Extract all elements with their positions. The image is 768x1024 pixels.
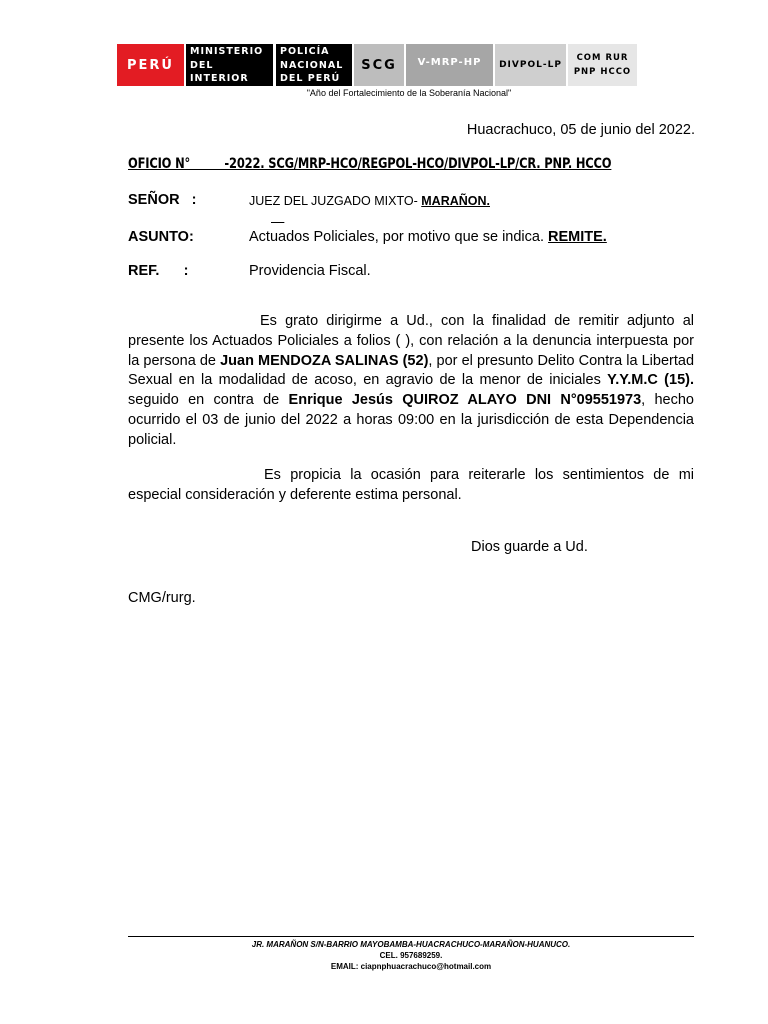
oficio-title: OFICIO N° -2022. SCG/MRP-HCO/REGPOL-HCO/DIVPOL-LP/CR. PNP. HCCO bbox=[128, 156, 612, 172]
p1-text: seguido en contra de bbox=[128, 392, 289, 409]
document-date: Huacrachuco, 05 de junio del 2022. bbox=[466, 122, 695, 138]
policia-line: POLICÍA bbox=[280, 46, 330, 57]
initials: CMG/rurg. bbox=[128, 590, 196, 606]
footer-address: JR. MARAÑON S/N-BARRIO MAYOBAMBA-HUACRACHUCO-MARAÑON-HUANUCO. bbox=[251, 940, 571, 949]
p1-bold: Enrique Jesús QUIROZ ALAYO DNI N°09551973 bbox=[288, 392, 642, 409]
p1-text: , por el presunto Delito Contra la Libertad Sexual en la modalidad de acoso, en agravio de la menor de iniciales bbox=[128, 352, 695, 389]
asunto-bold: REMITE. bbox=[548, 229, 607, 245]
vmrp-label: V-MRP-HP bbox=[417, 56, 482, 68]
year-motto: "Año del Fortalecimiento de la Soberanía Nacional" bbox=[306, 88, 512, 98]
p1-text: Es grato dirigirme a Ud., con la finalidad de remitir adjunto al presente los Actuados Policiales a folios ( ), con relación a la denuncia interpuesta por la persona de bbox=[128, 313, 694, 369]
policia-block bbox=[276, 44, 352, 86]
scg-label: SCG bbox=[361, 57, 397, 73]
p1-text: , hecho ocurrido el 03 de junio del 2022 a horas 09:00 en la jurisdicción de esta Dependencia policial. bbox=[128, 392, 694, 448]
footer-email: EMAIL: ciapnphuacrachuco@hotmail.com bbox=[330, 962, 492, 971]
ministerio-line: INTERIOR bbox=[190, 73, 249, 84]
senor-bold: MARAÑON. bbox=[421, 194, 490, 208]
peru-label: PERÚ bbox=[127, 57, 174, 73]
senor-value bbox=[249, 194, 490, 208]
scg-block bbox=[354, 44, 404, 86]
closing-line: Dios guarde a Ud. bbox=[471, 539, 588, 555]
p2-text: Es propicia la ocasión para reiterarle los sentimientos de mi especial consideración y deferente estima personal. bbox=[128, 467, 694, 503]
divpol-label: DIVPOL-LP bbox=[499, 60, 562, 70]
vmrp-block bbox=[406, 44, 493, 86]
comrur-line: COM RUR bbox=[576, 53, 629, 63]
p1-bold: Juan MENDOZA SALINAS (52) bbox=[220, 352, 429, 369]
p1-bold: Y.Y.M.C (15). bbox=[607, 372, 694, 389]
asunto-label: ASUNTO: bbox=[128, 229, 194, 245]
asunto-text: Actuados Policiales, por motivo que se indica. bbox=[249, 229, 549, 245]
ministerio-block bbox=[186, 44, 273, 86]
footer-divider bbox=[128, 936, 694, 937]
divpol-block bbox=[495, 44, 566, 86]
policia-line: DEL PERÚ bbox=[280, 73, 341, 84]
body-paragraph-1 bbox=[128, 312, 694, 451]
peru-flag-block bbox=[117, 44, 184, 86]
ministerio-line: DEL bbox=[190, 59, 214, 71]
footer-phone: CEL. 957689259. bbox=[379, 951, 443, 960]
ministerio-line: MINISTERIO bbox=[190, 46, 264, 57]
senor-prefix: JUEZ DEL JUZGADO MIXTO- bbox=[249, 194, 422, 208]
senor-label: SEÑOR : bbox=[128, 192, 197, 208]
policia-line: NACIONAL bbox=[280, 59, 344, 71]
ref-value: Providencia Fiscal. bbox=[249, 263, 371, 279]
comrur-line: PNP HCCO bbox=[573, 67, 632, 77]
senor-underline bbox=[271, 210, 284, 224]
body-paragraph-2 bbox=[128, 466, 694, 506]
ref-label: REF. : bbox=[128, 263, 189, 279]
comrur-block bbox=[568, 44, 637, 86]
asunto-value bbox=[249, 229, 607, 245]
